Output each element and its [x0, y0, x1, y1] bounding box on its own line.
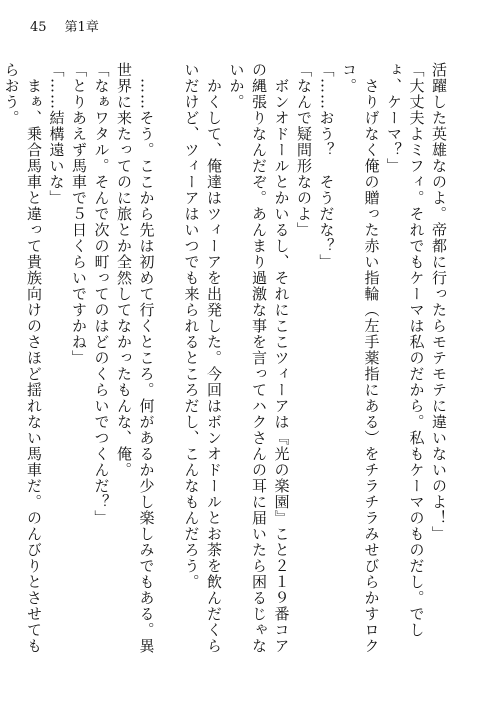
paragraph: かくして、俺達はツィーアを出発した。今回はボンオドールとお茶を飲んだくらいだけど、ツィーアはいつでも来られるところだし、こんなもんだろう。 [182, 62, 223, 654]
paragraph: 「なんで疑問形なのよ」 [295, 62, 313, 238]
chapter-title: 第1章 [64, 20, 99, 35]
page-body [0, 62, 450, 662]
paragraph: さりげなく俺の贈った赤い指輪（左手薬指にある）をチラチラみせびらかすロクコ。 [340, 62, 381, 654]
paragraph: 「……結構遠いな」 [47, 62, 66, 206]
paragraph: 「とりあえず馬車で５日くらいですかね」 [70, 62, 88, 366]
paragraph: 「大丈夫よミフィ。それでもケーマは私のだから。私もケーマのものだし。でしょ、ケーマ？」 [385, 62, 426, 638]
paragraph: ……そう。ここから先は初めて行くところ。何があるか少し楽しみでもある。異世界に来たってのに旅とか全然してなかったもんな、俺。 [115, 62, 156, 654]
paragraph: まぁ、乗合馬車と違って貴族向けのさほど揺れない馬車だ。のんびりとさせてもらおう。 [2, 62, 43, 654]
paragraph: ボンオドールとかいるし、それにここツィーアは『光の楽園』こと２１９番コアの縄張りなんだぞ。あんまり過激な事を言ってハクさんの耳に届いたら困るじゃないか。 [227, 62, 291, 654]
paragraph: 活躍した英雄なのよ。帝都に行ったらモテモテに違いないのよ！」 [430, 62, 448, 542]
paragraph: 「なぁワタル。そんで次の町ってのはどのくらいでつくんだ？」 [92, 62, 111, 526]
page-number: 45 [30, 20, 47, 35]
page-header [30, 20, 99, 36]
paragraph: 「……おう？ そうだな？」 [317, 62, 336, 270]
